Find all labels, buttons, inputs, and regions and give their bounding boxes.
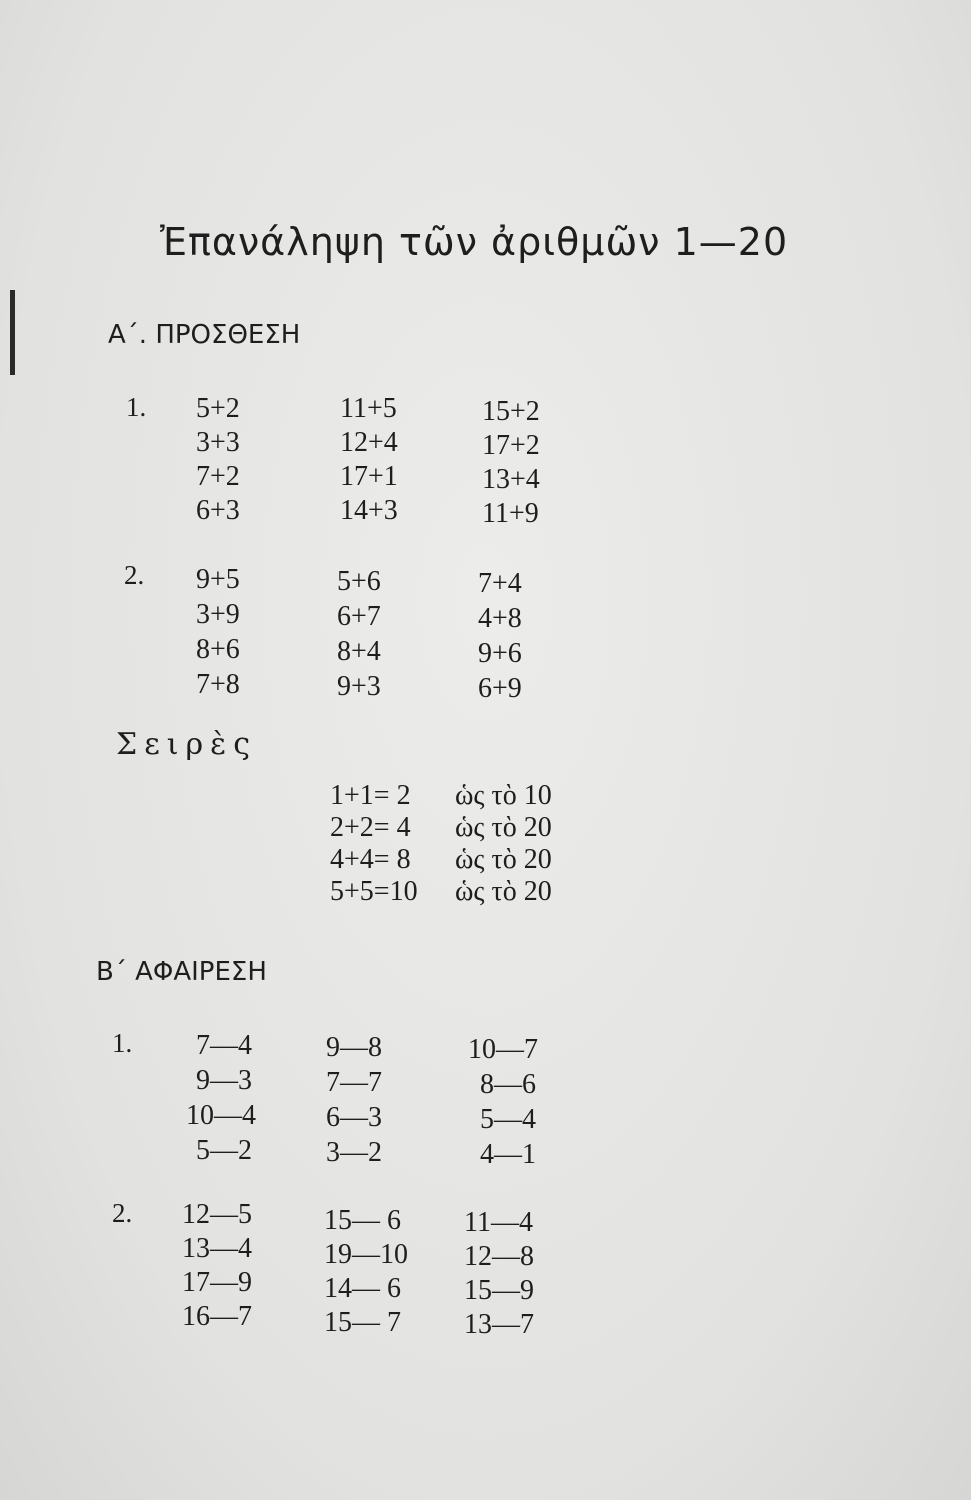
exercise: 15—9 xyxy=(464,1275,534,1306)
exercise: 7+8 xyxy=(196,669,240,700)
series-range: ὡς τὸ 20 xyxy=(455,812,552,843)
exercise: 14— 6 xyxy=(324,1273,401,1304)
exercise: 5—4 xyxy=(480,1104,536,1135)
exercise: 13—4 xyxy=(182,1233,252,1264)
exercise: 3+3 xyxy=(196,427,240,458)
exercise: 5—2 xyxy=(196,1135,252,1166)
addition-heading: Α΄. ΠΡΟΣΘΕΣΗ xyxy=(108,320,301,350)
exercise: 9+5 xyxy=(196,564,240,595)
series-expression: 2+2= 4 xyxy=(330,812,411,843)
addition-group-2-col-3 xyxy=(478,566,522,706)
exercise: 4—1 xyxy=(480,1139,536,1170)
series-range: ὡς τὸ 20 xyxy=(455,876,552,907)
subtraction-group-2-col-2 xyxy=(324,1204,408,1340)
exercise: 11+9 xyxy=(482,498,539,529)
subtraction-group-2-col-1 xyxy=(182,1198,252,1334)
exercise: 10—7 xyxy=(468,1034,538,1065)
exercise: 3—2 xyxy=(326,1137,382,1168)
addition-group-1-number: 1. xyxy=(126,392,147,422)
exercise: 7+4 xyxy=(478,568,522,599)
exercise: 6+3 xyxy=(196,495,240,526)
subtraction-heading: Β΄ ΑΦΑΙΡΕΣΗ xyxy=(96,957,267,987)
exercise: 9+6 xyxy=(478,638,522,669)
exercise: 15+2 xyxy=(482,396,540,427)
series-expression: 1+1= 2 xyxy=(330,780,411,811)
exercise: 6+9 xyxy=(478,673,522,704)
exercise: 11+5 xyxy=(340,393,397,424)
exercise: 8+6 xyxy=(196,634,240,665)
series-label: Σειρὲς xyxy=(116,727,258,762)
subtraction-group-1-col-3 xyxy=(468,1032,536,1172)
exercise: 3+9 xyxy=(196,599,240,630)
exercise: 7—4 xyxy=(196,1030,252,1061)
exercise: 9+3 xyxy=(337,671,381,702)
series-range: ὡς τὸ 20 xyxy=(455,844,552,875)
addition-group-2-col-2 xyxy=(337,564,381,704)
exercise: 15— 7 xyxy=(324,1307,401,1338)
exercise: 12—8 xyxy=(464,1241,534,1272)
exercise: 13—7 xyxy=(464,1309,534,1340)
exercise: 5+6 xyxy=(337,566,381,597)
subtraction-group-1-number: 1. xyxy=(112,1028,133,1058)
exercise: 5+2 xyxy=(196,393,240,424)
exercise: 8+4 xyxy=(337,636,381,667)
addition-group-1-col-3 xyxy=(482,395,540,531)
exercise: 19—10 xyxy=(324,1239,408,1270)
subtraction-group-1-col-2 xyxy=(326,1030,382,1170)
exercise: 4+8 xyxy=(478,603,522,634)
exercise: 12+4 xyxy=(340,427,398,458)
exercise: 6—3 xyxy=(326,1102,382,1133)
exercise: 10—4 xyxy=(186,1100,256,1131)
exercise: 8—6 xyxy=(480,1069,536,1100)
addition-group-2-number: 2. xyxy=(124,560,145,590)
page-title: Ἐπανάληψη τῶν ἀριθμῶν 1—20 xyxy=(160,220,789,264)
exercise: 16—7 xyxy=(182,1301,252,1332)
exercise: 13+4 xyxy=(482,464,540,495)
exercise: 9—8 xyxy=(326,1032,382,1063)
exercise: 15— 6 xyxy=(324,1205,401,1236)
exercise: 7—7 xyxy=(326,1067,382,1098)
page-edge-mark xyxy=(10,290,15,375)
addition-group-1-col-1 xyxy=(196,392,240,528)
series-expression: 4+4= 8 xyxy=(330,844,411,875)
addition-group-1-col-2 xyxy=(340,392,398,528)
series-expression: 5+5=10 xyxy=(330,876,418,907)
exercise: 17+2 xyxy=(482,430,540,461)
subtraction-group-1-col-1 xyxy=(186,1028,256,1168)
series-range: ὡς τὸ 10 xyxy=(455,780,552,811)
exercise: 17+1 xyxy=(340,461,398,492)
exercise: 6+7 xyxy=(337,601,381,632)
addition-group-2-col-1 xyxy=(196,562,240,702)
exercise: 7+2 xyxy=(196,461,240,492)
exercise: 9—3 xyxy=(196,1065,252,1096)
exercise: 14+3 xyxy=(340,495,398,526)
exercise: 11—4 xyxy=(464,1207,533,1238)
exercise: 12—5 xyxy=(182,1199,252,1230)
subtraction-group-2-number: 2. xyxy=(112,1198,133,1228)
exercise: 17—9 xyxy=(182,1267,252,1298)
subtraction-group-2-col-3 xyxy=(464,1206,534,1342)
